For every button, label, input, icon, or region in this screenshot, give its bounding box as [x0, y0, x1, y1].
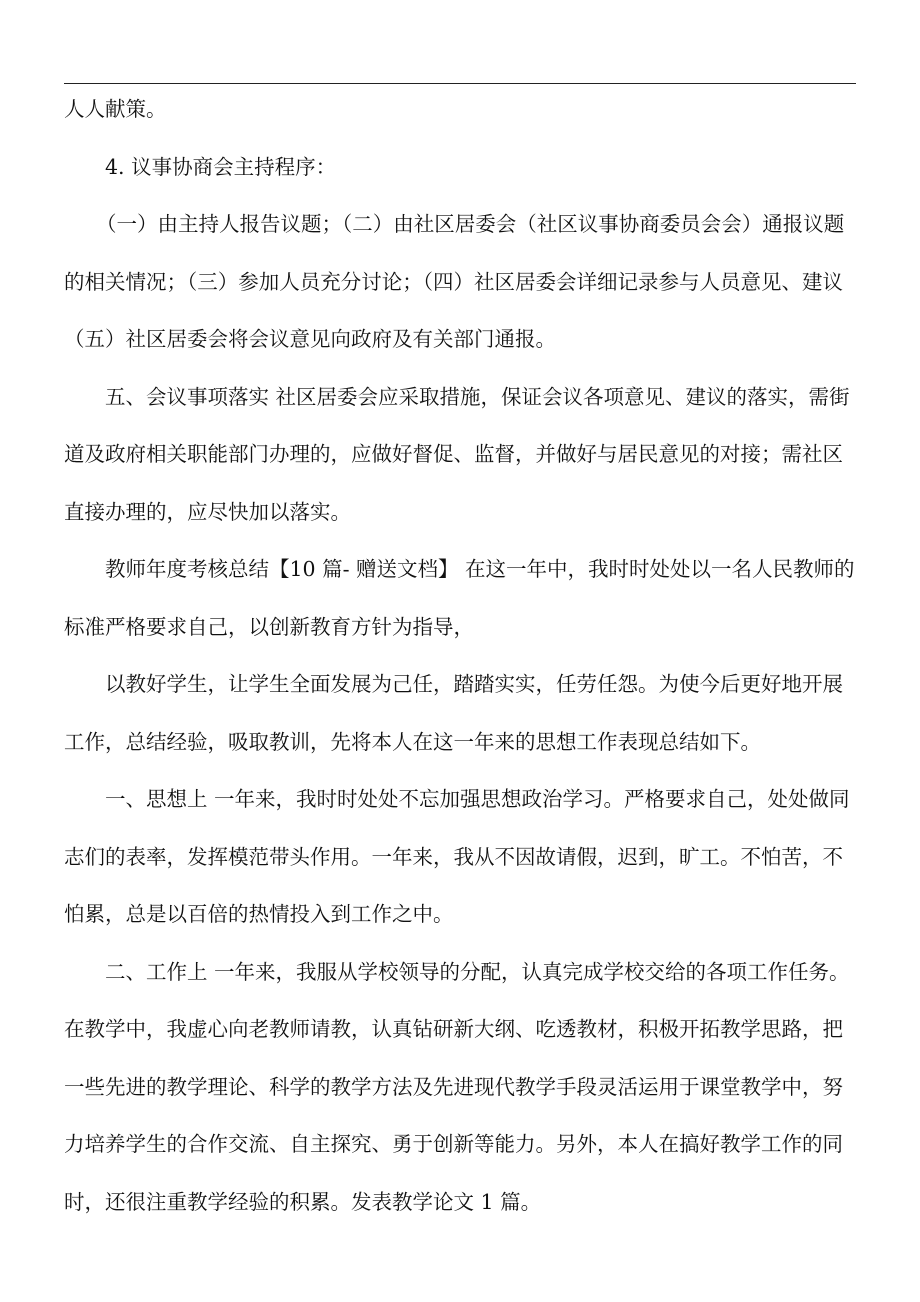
paragraph-procedure-heading: 4. 议事协商会主持程序：	[105, 154, 337, 179]
paragraph-summary-intro: 以教好学生，让学生全面发展为己任，踏踏实实，任劳任怨。为使今后更好地开展工作，总结经验，吸取教训，先将本人在这一年来的思想工作表现总结如下。	[64, 672, 843, 754]
document-body	[64, 81, 860, 1231]
paragraph-work: 二、工作上 一年来，我服从学校领导的分配，认真完成学校交给的各项工作任务。在教学中，我虚心向老教师请教，认真钻研新大纲、吃透教材，积极开拓教学思路，把一些先进的教学理论、科学的教学方法及先进现代教学手段灵活运用于课堂教学中，努力培养学生的合作交流、自主探究、勇于创新等能力。另外，本人在搞好教学工作的同时，还很注重教学经验的积累。发表教学论文 1 篇。	[64, 959, 850, 1214]
paragraph-thought: 一、思想上 一年来，我时时处处不忘加强思想政治学习。严格要求自己，处处做同志们的表率，发挥模范带头作用。一年来，我从不因故请假，迟到，旷工。不怕苦，不怕累，总是以百倍的热情投入到工作之中。	[64, 787, 850, 926]
paragraph-procedure-steps: （一）由主持人报告议题；（二）由社区居委会（社区议事协商委员会会）通报议题的相关情况；（三）参加人员充分讨论；（四）社区居委会详细记录参与人员意见、建议 （五）社区居委会将会议意见向政府及有关部门通报。	[64, 212, 845, 351]
paragraph-continuation: 人人献策。	[64, 97, 167, 121]
paragraph-summary-title: 教师年度考核总结【10 篇- 赠送文档】 在这一年中，我时时处处以一名人民教师的标准严格要求自己，以创新教育方针为指导，	[64, 557, 855, 639]
paragraph-implementation: 五、会议事项落实 社区居委会应采取措施，保证会议各项意见、建议的落实，需街道及政府相关职能部门办理的，应做好督促、监督，并做好与居民意见的对接；需社区直接办理的，应尽快加以落实。	[64, 384, 850, 524]
